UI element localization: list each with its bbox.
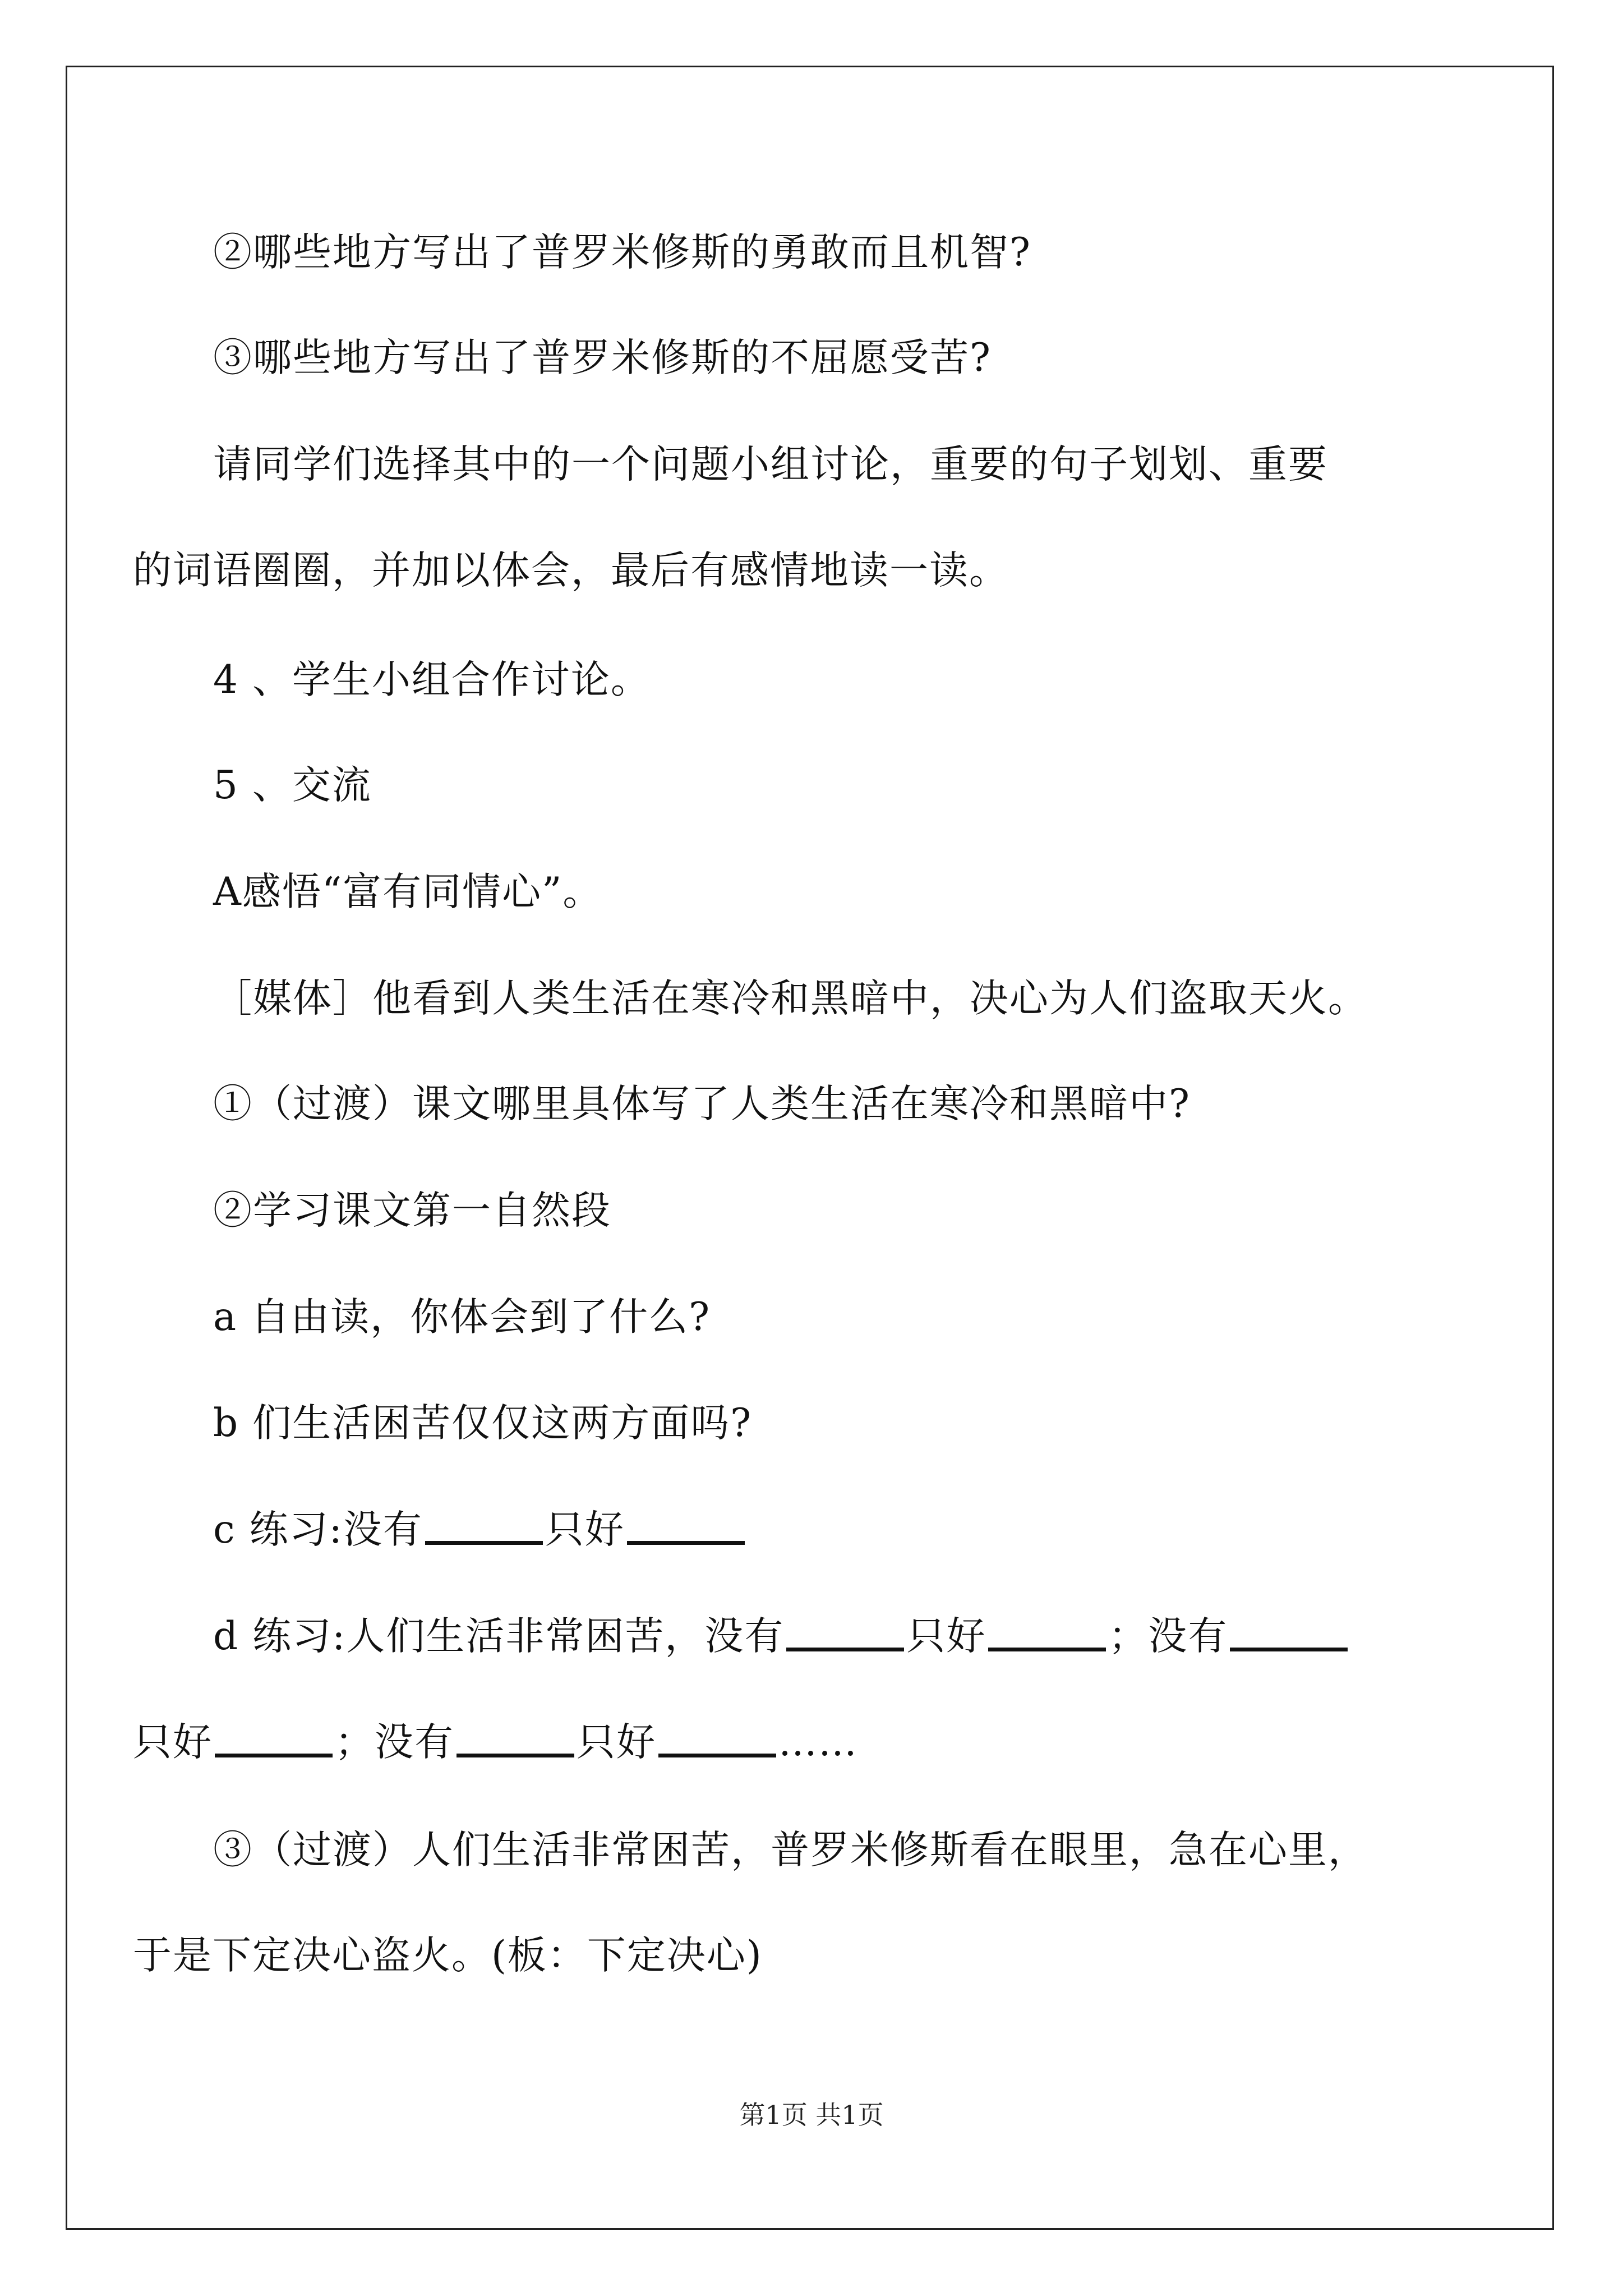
exercise-c-word-1: 没有 bbox=[343, 1507, 423, 1552]
paragraph-group-discussion-cont: 的词语圈圈，并加以体会，最后有感情地读一读。 bbox=[133, 548, 1009, 593]
paragraph-item-a: a 自由读，你体会到了什么? bbox=[213, 1295, 711, 1340]
paragraph-step-5: 5 、交流 bbox=[213, 763, 372, 808]
fill-blank bbox=[215, 1754, 333, 1757]
paragraph-step-4: 4 、学生小组合作讨论。 bbox=[213, 657, 651, 702]
exercise-d-word-2: 只好 bbox=[906, 1614, 986, 1659]
exercise-d-word-4: 只好 bbox=[133, 1720, 213, 1765]
paragraph-question-2: ②哪些地方写出了普罗米修斯的勇敢而且机智? bbox=[213, 230, 1031, 275]
fill-blank bbox=[786, 1648, 904, 1651]
page-frame bbox=[66, 66, 1554, 2230]
fill-blank bbox=[425, 1541, 543, 1545]
exercise-d-word-5: ；没有 bbox=[335, 1720, 454, 1765]
exercise-d-word-3: ；没有 bbox=[1108, 1614, 1228, 1659]
paragraph-item-c bbox=[213, 1504, 747, 1555]
paragraph-item-b: b 们生活困苦仅仅这两方面吗? bbox=[213, 1401, 753, 1446]
fill-blank bbox=[1230, 1648, 1348, 1651]
page-footer: 第1页 共1页 bbox=[739, 2100, 884, 2130]
paragraph-transition-1: ①（过渡）课文哪里具体写了人类生活在寒冷和黑暗中? bbox=[213, 1082, 1191, 1126]
paragraph-question-3: ③哪些地方写出了普罗米修斯的不屈愿受苦? bbox=[213, 335, 992, 380]
paragraph-media: ［媒体］他看到人类生活在寒冷和黑暗中，决心为人们盗取天火。 bbox=[213, 976, 1368, 1021]
exercise-d-ellipsis: …… bbox=[778, 1720, 858, 1765]
fill-blank bbox=[457, 1754, 574, 1757]
paragraph-transition-3: ③（过渡）人们生活非常困苦，普罗米修斯看在眼里，急在心里， bbox=[213, 1828, 1368, 1872]
exercise-d-word-1: 没有 bbox=[704, 1614, 785, 1659]
exercise-c-word-2: 只好 bbox=[545, 1507, 625, 1552]
paragraph-section-a: A感悟“富有同情心”。 bbox=[213, 869, 603, 914]
paragraph-item-d-cont bbox=[133, 1717, 858, 1768]
exercise-d-prefix: d 练习:人们生活非常困苦， bbox=[213, 1614, 705, 1659]
exercise-c-prefix: c 练习: bbox=[213, 1507, 343, 1552]
paragraph-group-discussion: 请同学们选择其中的一个问题小组讨论，重要的句子划划、重要 bbox=[213, 442, 1328, 487]
fill-blank bbox=[627, 1541, 745, 1545]
fill-blank bbox=[658, 1754, 776, 1757]
paragraph-transition-3-cont: 于是下定决心盗火。(板：下定决心) bbox=[133, 1933, 763, 1978]
fill-blank bbox=[988, 1648, 1106, 1651]
paragraph-item-d bbox=[213, 1611, 1350, 1662]
paragraph-study-para-1: ②学习课文第一自然段 bbox=[213, 1188, 611, 1233]
exercise-d-word-6: 只好 bbox=[577, 1720, 656, 1765]
